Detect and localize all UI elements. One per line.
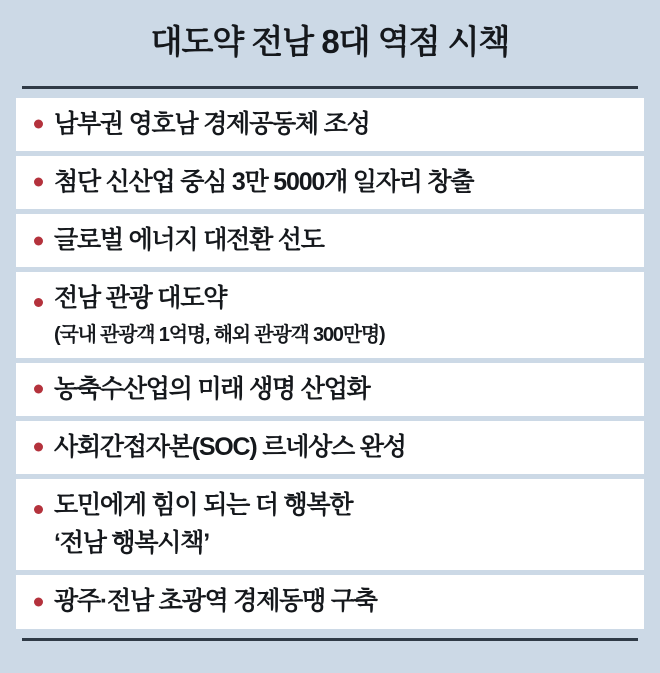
bullet-icon [34, 443, 43, 452]
title-divider [22, 86, 638, 89]
bullet-icon [34, 597, 43, 606]
list-item-label: 도민에게 힘이 되는 더 행복한 [54, 491, 353, 520]
list-item [16, 421, 644, 474]
list-item-label: 농축수산업의 미래 생명 산업화 [54, 374, 370, 403]
bullet-icon [34, 385, 43, 394]
list-item [16, 98, 644, 151]
list-item-label: 사회간접자본(SOC) 르네상스 완성 [54, 432, 406, 461]
policy-list [16, 98, 644, 629]
bullet-icon [34, 236, 43, 245]
list-item [16, 156, 644, 209]
bullet-icon [34, 178, 43, 187]
bullet-icon [34, 505, 43, 514]
bullet-icon [34, 298, 43, 307]
list-item-label-second-line: ‘전남 행복시책’ [54, 529, 209, 558]
title-block [16, 0, 644, 72]
list-item-content [54, 490, 352, 559]
bullet-icon [34, 120, 43, 129]
list-item [16, 214, 644, 267]
list-item [16, 363, 644, 416]
list-item-subtext: (국내 관광객 1억명, 해외 관광객 300만명) [54, 323, 385, 346]
list-item-label: 글로벌 에너지 대전환 선도 [54, 226, 324, 255]
list-item-label: 첨단 신산업 중심 3만 5000개 일자리 창출 [54, 167, 474, 196]
list-item [16, 479, 644, 570]
list-item-label: 전남 관광 대도약 [54, 284, 227, 313]
bottom-divider [22, 638, 638, 641]
list-item-content [54, 283, 384, 346]
page-title: 대도약 전남 8대 역점 시책 [150, 23, 510, 60]
list-item-label: 남부권 영호남 경제공동체 조성 [54, 109, 370, 138]
list-item-label: 광주·전남 초광역 경제동맹 구축 [54, 587, 377, 616]
list-item [16, 272, 644, 357]
list-item [16, 575, 644, 628]
